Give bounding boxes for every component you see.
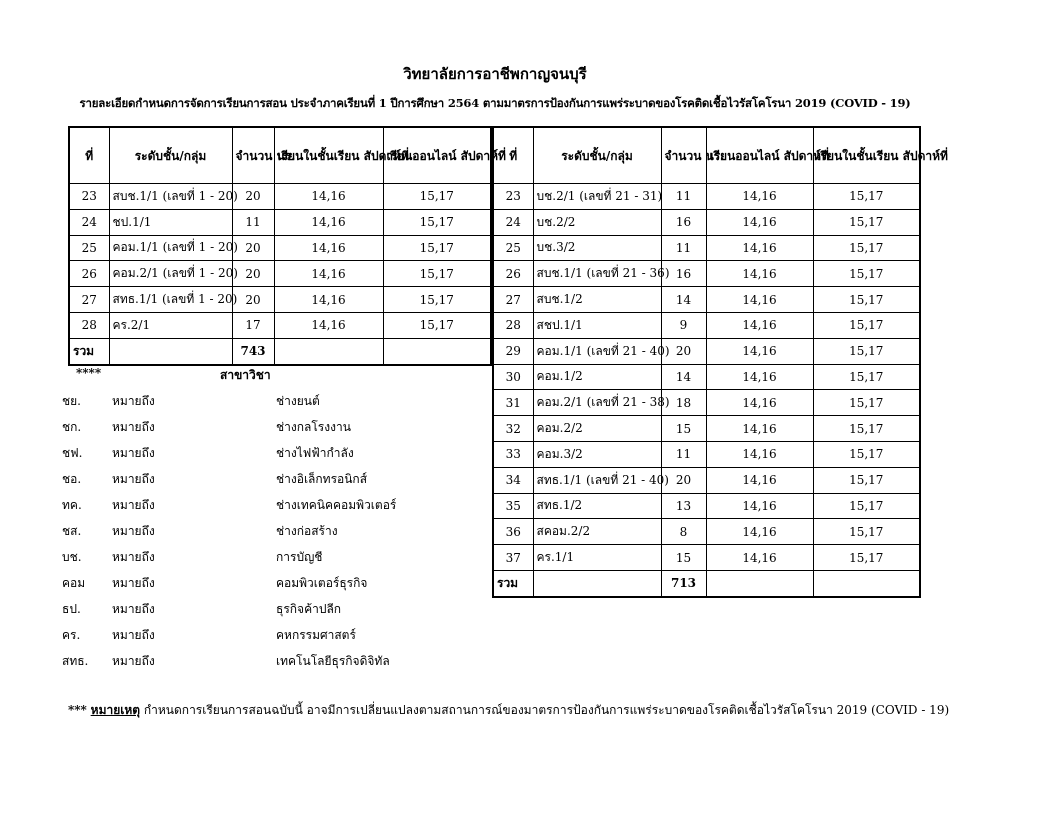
cell-level: สชป.1/1 bbox=[533, 312, 661, 338]
legend-department: ช่างยนต์ bbox=[276, 394, 320, 408]
table-row bbox=[493, 312, 920, 338]
cell-week-b: 15,17 bbox=[813, 493, 920, 519]
legend-abbr: ชย. bbox=[62, 394, 81, 408]
cell-week-a: 14,16 bbox=[706, 261, 813, 287]
cell-level: คอม.1/1 (เลขที่ 21 - 40) bbox=[533, 338, 661, 364]
legend-stars: **** bbox=[76, 366, 102, 380]
cell-level: สบช.1/1 (เลขที่ 1 - 20) bbox=[109, 184, 232, 210]
cell-no: 23 bbox=[493, 184, 533, 210]
legend-abbr: ธป. bbox=[62, 602, 81, 616]
cell-week-a: 14,16 bbox=[274, 287, 383, 313]
cell-count: 11 bbox=[661, 441, 706, 467]
cell-week-a: 14,16 bbox=[706, 519, 813, 545]
cell-no: 24 bbox=[69, 209, 109, 235]
table-row bbox=[493, 287, 920, 313]
total-cell bbox=[706, 570, 813, 596]
legend-heading: สาขาวิชา bbox=[220, 368, 271, 382]
cell-week-b: 15,17 bbox=[813, 519, 920, 545]
legend-abbr: ชฟ. bbox=[62, 446, 83, 460]
cell-level: บช.3/2 bbox=[533, 235, 661, 261]
cell-count: 20 bbox=[232, 235, 274, 261]
legend-means: หมายถึง bbox=[112, 420, 155, 434]
legend-department: คหกรรมศาสตร์ bbox=[276, 628, 356, 642]
cell-week-b: 15,17 bbox=[383, 287, 491, 313]
legend-abbr: คร. bbox=[62, 628, 81, 642]
legend-abbr: คอม bbox=[62, 576, 86, 590]
table-row bbox=[69, 209, 491, 235]
header-count: จำนวน นร. bbox=[232, 127, 274, 184]
table-row bbox=[493, 441, 920, 467]
cell-level: สบช.1/1 (เลขที่ 21 - 36) bbox=[533, 261, 661, 287]
right-schedule-table bbox=[492, 126, 948, 598]
header-level: ระดับชั้น/กลุ่ม bbox=[533, 127, 661, 184]
cell-week-b: 15,17 bbox=[813, 209, 920, 235]
cell-week-b: 15,17 bbox=[813, 235, 920, 261]
cell-week-a: 14,16 bbox=[706, 467, 813, 493]
header-count: จำนวน นร. bbox=[661, 127, 706, 184]
cell-no: 23 bbox=[69, 184, 109, 210]
cell-no: 31 bbox=[493, 390, 533, 416]
table-header-row bbox=[69, 127, 491, 184]
legend-means: หมายถึง bbox=[112, 576, 155, 590]
cell-count: 11 bbox=[661, 184, 706, 210]
cell-week-b: 15,17 bbox=[813, 312, 920, 338]
cell-level: คร.1/1 bbox=[533, 545, 661, 571]
cell-count: 15 bbox=[661, 416, 706, 442]
cell-no: 37 bbox=[493, 545, 533, 571]
cell-no: 32 bbox=[493, 416, 533, 442]
header-level: ระดับชั้น/กลุ่ม bbox=[109, 127, 232, 184]
legend-means: หมายถึง bbox=[112, 498, 155, 512]
header-online: เรียนออนไลน์ สัปดาห์ที่ bbox=[383, 127, 491, 184]
cell-level: คอม.2/1 (เลขที่ 1 - 20) bbox=[109, 261, 232, 287]
total-row bbox=[493, 570, 920, 596]
legend-means: หมายถึง bbox=[112, 628, 155, 642]
total-label: รวม bbox=[493, 570, 533, 596]
legend-means: หมายถึง bbox=[112, 394, 155, 408]
header-online: เรียนออนไลน์ สัปดาห์ที่ bbox=[706, 127, 813, 184]
cell-week-a: 14,16 bbox=[706, 493, 813, 519]
legend-item bbox=[62, 626, 488, 646]
cell-week-b: 15,17 bbox=[383, 312, 491, 338]
cell-count: 20 bbox=[232, 287, 274, 313]
document-title: วิทยาลัยการอาชีพกาญจนบุรี bbox=[403, 65, 587, 83]
cell-no: 26 bbox=[69, 261, 109, 287]
cell-level: คอม.1/2 bbox=[533, 364, 661, 390]
total-cell bbox=[533, 570, 661, 596]
cell-no: 33 bbox=[493, 441, 533, 467]
cell-count: 11 bbox=[661, 235, 706, 261]
total-count: 713 bbox=[661, 570, 706, 596]
legend-abbr: สทธ. bbox=[62, 654, 89, 668]
cell-week-b: 15,17 bbox=[813, 441, 920, 467]
cell-count: 15 bbox=[661, 545, 706, 571]
table-row bbox=[69, 235, 491, 261]
cell-week-b: 15,17 bbox=[813, 364, 920, 390]
cell-week-a: 14,16 bbox=[274, 184, 383, 210]
cell-no: 30 bbox=[493, 364, 533, 390]
legend-department: ช่างไฟฟ้ากำลัง bbox=[276, 446, 354, 460]
cell-no: 25 bbox=[493, 235, 533, 261]
cell-count: 13 bbox=[661, 493, 706, 519]
cell-no: 27 bbox=[493, 287, 533, 313]
cell-week-b: 15,17 bbox=[383, 235, 491, 261]
cell-no: 34 bbox=[493, 467, 533, 493]
cell-week-a: 14,16 bbox=[706, 209, 813, 235]
table-header-row bbox=[493, 127, 920, 184]
note-text: กำหนดการเรียนการสอนฉบับนี้ อาจมีการเปลี่ยนแปลงตามสถานการณ์ของมาตรการป้องกันการแพร่ระบาดของโรคติดเชื้อไวรัสโคโรนา 2019 (COVID - 19) bbox=[143, 703, 950, 717]
cell-week-a: 14,16 bbox=[706, 390, 813, 416]
note-stars: *** bbox=[68, 703, 87, 717]
legend-means: หมายถึง bbox=[112, 472, 155, 486]
cell-week-b: 15,17 bbox=[383, 184, 491, 210]
cell-level: ชป.1/1 bbox=[109, 209, 232, 235]
total-label: รวม bbox=[69, 338, 109, 364]
table-row bbox=[493, 545, 920, 571]
legend-item bbox=[62, 522, 488, 542]
cell-week-b: 15,17 bbox=[813, 390, 920, 416]
cell-count: 11 bbox=[232, 209, 274, 235]
legend-means: หมายถึง bbox=[112, 524, 155, 538]
cell-count: 14 bbox=[661, 287, 706, 313]
table-row bbox=[493, 261, 920, 287]
cell-count: 20 bbox=[232, 261, 274, 287]
header-no: ที่ bbox=[493, 127, 533, 184]
cell-week-b: 15,17 bbox=[813, 184, 920, 210]
legend-means: หมายถึง bbox=[112, 446, 155, 460]
cell-no: 28 bbox=[493, 312, 533, 338]
cell-level: บช.2/1 (เลขที่ 21 - 31) bbox=[533, 184, 661, 210]
legend-item bbox=[62, 470, 488, 490]
legend-department: ช่างกลโรงงาน bbox=[276, 420, 351, 434]
table-row bbox=[69, 287, 491, 313]
footnote bbox=[68, 701, 949, 720]
legend-department: คอมพิวเตอร์ธุรกิจ bbox=[276, 576, 368, 590]
table-row bbox=[69, 261, 491, 287]
total-row bbox=[69, 338, 491, 364]
legend-item bbox=[62, 548, 488, 568]
cell-week-a: 14,16 bbox=[706, 312, 813, 338]
cell-no: 36 bbox=[493, 519, 533, 545]
legend-abbr: ชก. bbox=[62, 420, 82, 434]
legend-abbr: ชอ. bbox=[62, 472, 82, 486]
cell-week-a: 14,16 bbox=[706, 184, 813, 210]
cell-no: 29 bbox=[493, 338, 533, 364]
cell-week-a: 14,16 bbox=[274, 209, 383, 235]
cell-count: 17 bbox=[232, 312, 274, 338]
note-label: หมายเหตุ bbox=[90, 703, 141, 717]
header-in-class: เรียนในชั้นเรียน สัปดาห์ที่ bbox=[274, 127, 383, 184]
legend-department: การบัญชี bbox=[276, 550, 323, 564]
header-no: ที่ bbox=[69, 127, 109, 184]
table-row bbox=[493, 519, 920, 545]
cell-week-a: 14,16 bbox=[274, 261, 383, 287]
cell-no: 35 bbox=[493, 493, 533, 519]
legend-item bbox=[62, 496, 488, 516]
cell-week-b: 15,17 bbox=[813, 338, 920, 364]
legend-item bbox=[62, 444, 488, 464]
header-in-class: เรียนในชั้นเรียน สัปดาห์ที่ bbox=[813, 127, 920, 184]
left-schedule-table bbox=[68, 126, 506, 366]
legend-item bbox=[62, 652, 488, 672]
cell-level: สทธ.1/1 (เลขที่ 1 - 20) bbox=[109, 287, 232, 313]
cell-week-a: 14,16 bbox=[706, 338, 813, 364]
legend-department: ช่างก่อสร้าง bbox=[276, 524, 338, 538]
cell-week-b: 15,17 bbox=[813, 545, 920, 571]
cell-count: 8 bbox=[661, 519, 706, 545]
cell-count: 18 bbox=[661, 390, 706, 416]
cell-week-a: 14,16 bbox=[706, 545, 813, 571]
total-cell bbox=[274, 338, 383, 364]
cell-level: คอม.2/2 bbox=[533, 416, 661, 442]
cell-count: 9 bbox=[661, 312, 706, 338]
table-row bbox=[493, 467, 920, 493]
legend-item bbox=[62, 574, 488, 594]
cell-week-b: 15,17 bbox=[383, 261, 491, 287]
legend-item bbox=[62, 418, 488, 438]
cell-count: 20 bbox=[661, 338, 706, 364]
cell-level: สบช.1/2 bbox=[533, 287, 661, 313]
cell-level: คอม.3/2 bbox=[533, 441, 661, 467]
legend-department: ช่างเทคนิคคอมพิวเตอร์ bbox=[276, 498, 397, 512]
cell-level: คอม.1/1 (เลขที่ 1 - 20) bbox=[109, 235, 232, 261]
cell-week-a: 14,16 bbox=[274, 235, 383, 261]
cell-week-b: 15,17 bbox=[383, 209, 491, 235]
table-row bbox=[493, 209, 920, 235]
cell-count: 14 bbox=[661, 364, 706, 390]
table-row bbox=[69, 184, 491, 210]
legend-means: หมายถึง bbox=[112, 602, 155, 616]
legend-means: หมายถึง bbox=[112, 550, 155, 564]
legend-item bbox=[62, 600, 488, 620]
cell-week-a: 14,16 bbox=[706, 416, 813, 442]
cell-level: สคอม.2/2 bbox=[533, 519, 661, 545]
table-row bbox=[493, 493, 920, 519]
cell-week-a: 14,16 bbox=[706, 364, 813, 390]
legend-department: ธุรกิจค้าปลีก bbox=[276, 602, 342, 616]
cell-no: 26 bbox=[493, 261, 533, 287]
cell-level: สทธ.1/1 (เลขที่ 21 - 40) bbox=[533, 467, 661, 493]
cell-week-b: 15,17 bbox=[813, 261, 920, 287]
table-row bbox=[493, 416, 920, 442]
total-cell bbox=[813, 570, 920, 596]
cell-week-a: 14,16 bbox=[274, 312, 383, 338]
cell-week-a: 14,16 bbox=[706, 287, 813, 313]
legend-department: ช่างอิเล็กทรอนิกส์ bbox=[276, 472, 368, 486]
document-subtitle: รายละเอียดกำหนดการจัดการเรียนการสอน ประจำภาคเรียนที่ 1 ปีการศึกษา 2564 ตามมาตรการป้องกันการแพร่ระบาดของโรคติดเชื้อไวรัสโคโรนา 2019 (COVID - 19) bbox=[79, 96, 911, 110]
table-row bbox=[493, 338, 920, 364]
cell-no: 28 bbox=[69, 312, 109, 338]
table-row bbox=[69, 312, 491, 338]
legend-abbr: ชส. bbox=[62, 524, 82, 538]
total-count: 743 bbox=[232, 338, 274, 364]
cell-level: สทธ.1/2 bbox=[533, 493, 661, 519]
cell-week-b: 15,17 bbox=[813, 416, 920, 442]
table-row bbox=[493, 184, 920, 210]
table-row bbox=[493, 390, 920, 416]
cell-no: 25 bbox=[69, 235, 109, 261]
cell-week-a: 14,16 bbox=[706, 235, 813, 261]
table-row bbox=[493, 364, 920, 390]
legend-item bbox=[62, 392, 488, 412]
cell-no: 24 bbox=[493, 209, 533, 235]
cell-count: 16 bbox=[661, 209, 706, 235]
cell-count: 20 bbox=[232, 184, 274, 210]
table-row bbox=[493, 235, 920, 261]
cell-count: 20 bbox=[661, 467, 706, 493]
legend-abbr: ทค. bbox=[62, 498, 82, 512]
cell-level: บช.2/2 bbox=[533, 209, 661, 235]
cell-count: 16 bbox=[661, 261, 706, 287]
cell-week-a: 14,16 bbox=[706, 441, 813, 467]
cell-week-b: 15,17 bbox=[813, 467, 920, 493]
cell-level: คอม.2/1 (เลขที่ 21 - 38) bbox=[533, 390, 661, 416]
cell-no: 27 bbox=[69, 287, 109, 313]
legend-means: หมายถึง bbox=[112, 654, 155, 668]
total-cell bbox=[383, 338, 491, 364]
total-cell bbox=[109, 338, 232, 364]
legend-department: เทคโนโลยีธุรกิจดิจิทัล bbox=[276, 654, 390, 668]
legend-abbr: บช. bbox=[62, 550, 82, 564]
cell-week-b: 15,17 bbox=[813, 287, 920, 313]
cell-level: คร.2/1 bbox=[109, 312, 232, 338]
